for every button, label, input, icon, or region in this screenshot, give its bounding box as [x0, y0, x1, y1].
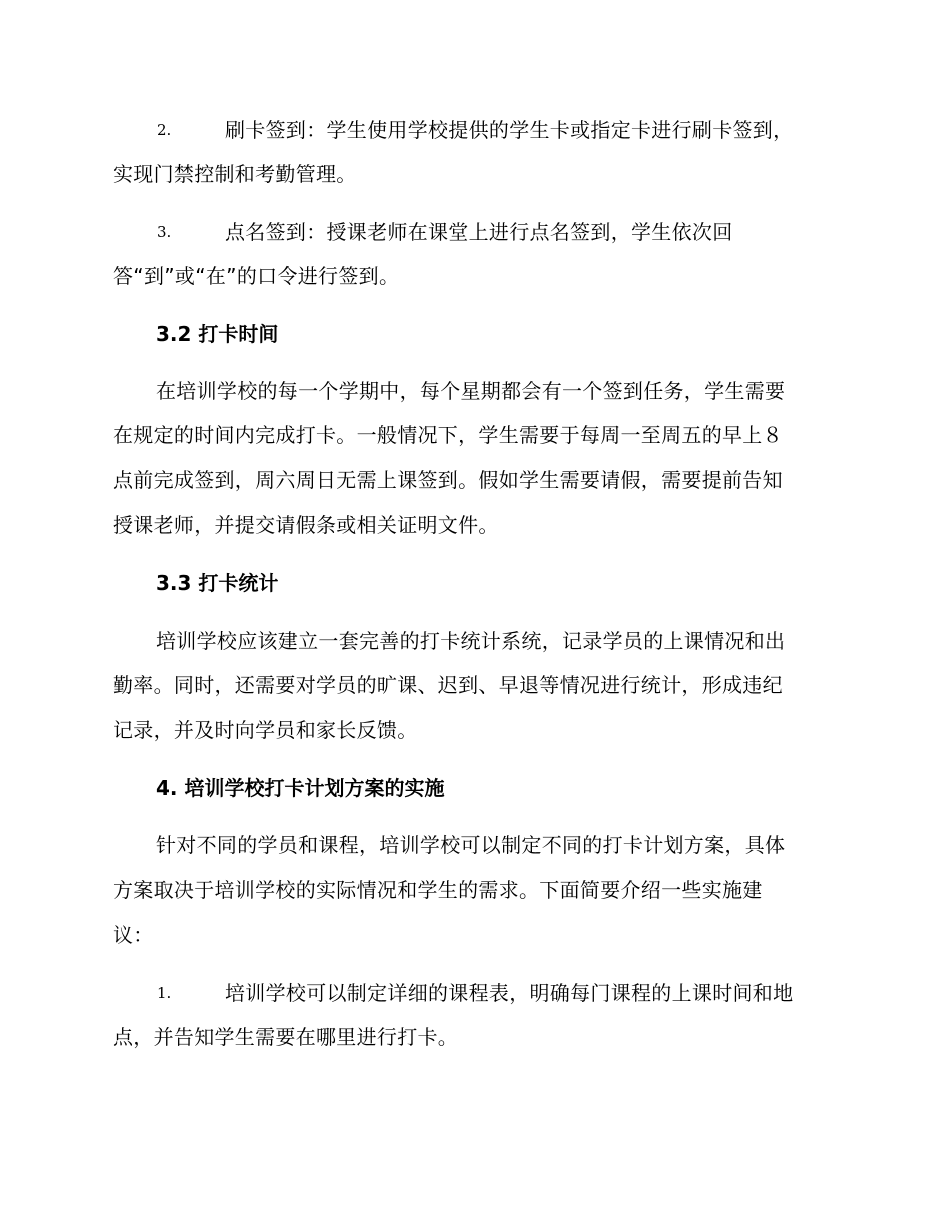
- list-number: 2.: [157, 121, 172, 139]
- paragraph-line: 勤率。同时，还需要对学员的旷课、迟到、早退等情况进行统计，形成违纪: [113, 673, 783, 697]
- paragraph-line: 针对不同的学员和课程，培训学校可以制定不同的打卡计划方案，具体: [156, 833, 786, 857]
- section-heading: 3.3 打卡统计: [156, 571, 279, 595]
- paragraph-line: 记录，并及时向学员和家长反馈。: [113, 718, 418, 742]
- list-item-text: 点名签到：授课老师在课堂上进行点名签到，学生依次回: [225, 220, 733, 244]
- section-heading: 3.2 打卡时间: [156, 322, 279, 346]
- list-item-text: 实现门禁控制和考勤管理。: [113, 162, 357, 186]
- list-number: 3.: [157, 223, 172, 241]
- list-number: 1.: [157, 984, 172, 1002]
- paragraph-line: 在规定的时间内完成打卡。一般情况下，学生需要于每周一至周五的早上８: [113, 423, 783, 447]
- paragraph-line: 在培训学校的每一个学期中，每个星期都会有一个签到任务，学生需要: [156, 379, 786, 403]
- paragraph-line: 方案取决于培训学校的实际情况和学生的需求。下面简要介绍一些实施建: [113, 878, 763, 902]
- list-item-text: 培训学校可以制定详细的课程表，明确每门课程的上课时间和地: [225, 981, 794, 1005]
- paragraph-line: 授课老师，并提交请假条或相关证明文件。: [113, 513, 499, 537]
- paragraph-line: 点前完成签到，周六周日无需上课签到。假如学生需要请假，需要提前告知: [113, 468, 783, 492]
- list-item-text: 刷卡签到：学生使用学校提供的学生卡或指定卡进行刷卡签到，: [225, 118, 794, 142]
- list-item-text: 答“到”或“在”的口令进行签到。: [113, 264, 400, 288]
- list-item-text: 点，并告知学生需要在哪里进行打卡。: [113, 1025, 459, 1049]
- paragraph-line: 议：: [113, 923, 154, 947]
- section-heading: 4. 培训学校打卡计划方案的实施: [156, 776, 445, 800]
- paragraph-line: 培训学校应该建立一套完善的打卡统计系统，记录学员的上课情况和出: [156, 629, 786, 653]
